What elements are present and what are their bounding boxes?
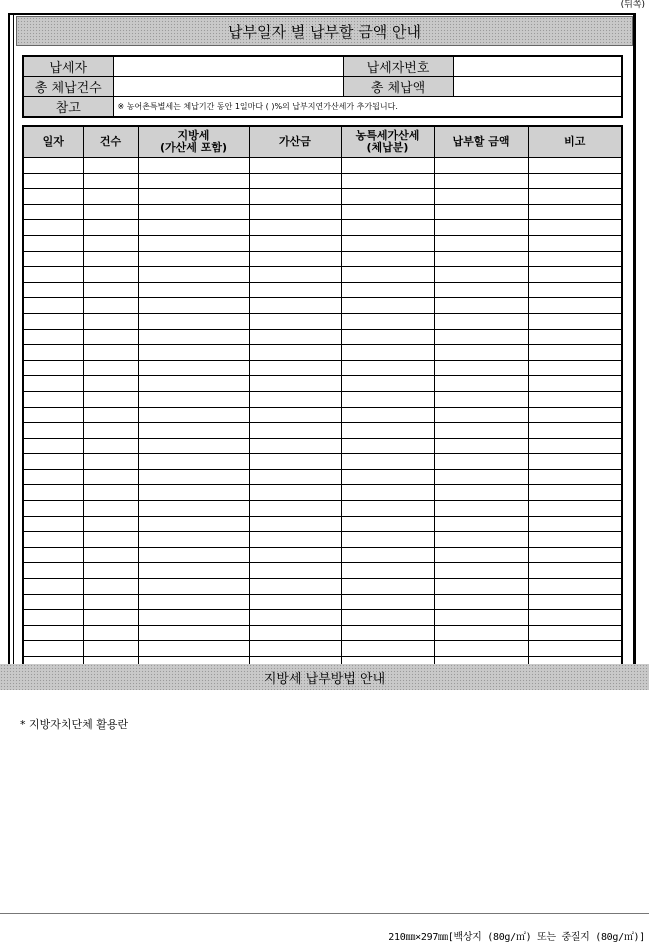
col-header-local-tax-line2: (가산세 포함) xyxy=(159,141,227,154)
cell-penalty[interactable] xyxy=(249,282,341,298)
cell-count[interactable] xyxy=(83,641,138,657)
cell-date[interactable] xyxy=(23,516,83,532)
taxpayer-number-label: 납세자번호 xyxy=(343,56,453,77)
cell-local-tax[interactable] xyxy=(138,438,249,454)
cell-local-tax[interactable] xyxy=(138,532,249,548)
cell-count[interactable] xyxy=(83,563,138,579)
cell-local-tax[interactable] xyxy=(138,204,249,220)
reference-note: ※ 농어촌특별세는 체납기간 동안 1일마다 ( )%의 납부지연가산세가 추가됩니다. xyxy=(113,97,622,118)
cell-penalty[interactable] xyxy=(249,641,341,657)
cell-penalty[interactable] xyxy=(249,501,341,517)
cell-penalty[interactable] xyxy=(249,547,341,563)
cell-count[interactable] xyxy=(83,423,138,439)
cell-rural-tax-penalty[interactable] xyxy=(341,158,434,174)
table-row xyxy=(23,485,622,501)
cell-date[interactable] xyxy=(23,204,83,220)
cell-date[interactable] xyxy=(23,267,83,283)
cell-amount-due[interactable] xyxy=(434,454,528,470)
cell-remarks[interactable] xyxy=(528,594,622,610)
cell-penalty[interactable] xyxy=(249,454,341,470)
table-row xyxy=(23,189,622,205)
col-header-rural-line1: 농특세가산세 xyxy=(355,129,420,142)
table-row xyxy=(23,501,622,517)
cell-date[interactable] xyxy=(23,251,83,267)
cell-amount-due[interactable] xyxy=(434,423,528,439)
cell-amount-due[interactable] xyxy=(434,438,528,454)
table-row xyxy=(23,220,622,236)
table-row xyxy=(23,469,622,485)
cell-date[interactable] xyxy=(23,610,83,626)
cell-date[interactable] xyxy=(23,360,83,376)
table-row xyxy=(23,625,622,641)
table-row xyxy=(23,532,622,548)
cell-local-tax[interactable] xyxy=(138,610,249,626)
cell-date[interactable] xyxy=(23,329,83,345)
cell-rural-tax-penalty[interactable] xyxy=(341,329,434,345)
cell-amount-due[interactable] xyxy=(434,485,528,501)
cell-local-tax[interactable] xyxy=(138,313,249,329)
cell-count[interactable] xyxy=(83,189,138,205)
cell-amount-due[interactable] xyxy=(434,282,528,298)
cell-amount-due[interactable] xyxy=(434,360,528,376)
cell-local-tax[interactable] xyxy=(138,345,249,361)
taxpayer-info-table xyxy=(22,55,623,118)
cell-remarks[interactable] xyxy=(528,501,622,517)
cell-penalty[interactable] xyxy=(249,563,341,579)
cell-penalty[interactable] xyxy=(249,610,341,626)
cell-penalty[interactable] xyxy=(249,173,341,189)
col-header-local-tax-line1: 지방세 xyxy=(177,129,210,142)
cell-remarks[interactable] xyxy=(528,579,622,595)
cell-amount-due[interactable] xyxy=(434,532,528,548)
cell-local-tax[interactable] xyxy=(138,298,249,314)
local-government-usage-note: * 지방자치단체 활용란 xyxy=(20,718,129,731)
cell-amount-due[interactable] xyxy=(434,407,528,423)
cell-count[interactable] xyxy=(83,579,138,595)
table-row xyxy=(23,298,622,314)
cell-date[interactable] xyxy=(23,235,83,251)
table-row xyxy=(23,204,622,220)
cell-count[interactable] xyxy=(83,345,138,361)
cell-remarks[interactable] xyxy=(528,235,622,251)
payment-method-section-title: 지방세 납부방법 안내 xyxy=(0,664,649,690)
cell-count[interactable] xyxy=(83,313,138,329)
cell-rural-tax-penalty[interactable] xyxy=(341,189,434,205)
cell-penalty[interactable] xyxy=(249,220,341,236)
cell-amount-due[interactable] xyxy=(434,220,528,236)
cell-local-tax[interactable] xyxy=(138,267,249,283)
cell-penalty[interactable] xyxy=(249,360,341,376)
cell-count[interactable] xyxy=(83,516,138,532)
total-delinquent-amount-field[interactable] xyxy=(453,77,622,97)
table-row xyxy=(23,376,622,392)
cell-remarks[interactable] xyxy=(528,204,622,220)
cell-penalty[interactable] xyxy=(249,267,341,283)
total-delinquent-amount-label: 총 체납액 xyxy=(343,77,453,97)
taxpayer-field[interactable] xyxy=(113,56,343,77)
table-row xyxy=(23,610,622,626)
cell-rural-tax-penalty[interactable] xyxy=(341,282,434,298)
cell-count[interactable] xyxy=(83,329,138,345)
cell-amount-due[interactable] xyxy=(434,579,528,595)
cell-amount-due[interactable] xyxy=(434,158,528,174)
cell-local-tax[interactable] xyxy=(138,516,249,532)
cell-date[interactable] xyxy=(23,158,83,174)
cell-date[interactable] xyxy=(23,423,83,439)
payment-schedule-table xyxy=(22,125,623,674)
taxpayer-label: 납세자 xyxy=(23,56,113,77)
cell-date[interactable] xyxy=(23,563,83,579)
cell-penalty[interactable] xyxy=(249,579,341,595)
cell-amount-due[interactable] xyxy=(434,329,528,345)
cell-date[interactable] xyxy=(23,547,83,563)
cell-penalty[interactable] xyxy=(249,251,341,267)
cell-count[interactable] xyxy=(83,220,138,236)
cell-remarks[interactable] xyxy=(528,251,622,267)
cell-remarks[interactable] xyxy=(528,391,622,407)
cell-rural-tax-penalty[interactable] xyxy=(341,173,434,189)
cell-date[interactable] xyxy=(23,407,83,423)
col-header-penalty: 가산금 xyxy=(249,126,341,158)
cell-rural-tax-penalty[interactable] xyxy=(341,298,434,314)
table-row xyxy=(23,516,622,532)
table-row xyxy=(23,563,622,579)
cell-amount-due[interactable] xyxy=(434,391,528,407)
cell-rural-tax-penalty[interactable] xyxy=(341,485,434,501)
col-header-rural-tax-penalty xyxy=(341,126,434,158)
cell-date[interactable] xyxy=(23,438,83,454)
cell-date[interactable] xyxy=(23,625,83,641)
cell-remarks[interactable] xyxy=(528,376,622,392)
cell-amount-due[interactable] xyxy=(434,298,528,314)
cell-remarks[interactable] xyxy=(528,329,622,345)
cell-amount-due[interactable] xyxy=(434,469,528,485)
cell-date[interactable] xyxy=(23,282,83,298)
reference-label: 참고 xyxy=(23,97,113,118)
cell-count[interactable] xyxy=(83,158,138,174)
cell-date[interactable] xyxy=(23,641,83,657)
cell-date[interactable] xyxy=(23,579,83,595)
cell-rural-tax-penalty[interactable] xyxy=(341,563,434,579)
cell-penalty[interactable] xyxy=(249,313,341,329)
cell-penalty[interactable] xyxy=(249,625,341,641)
cell-rural-tax-penalty[interactable] xyxy=(341,547,434,563)
taxpayer-number-field[interactable] xyxy=(453,56,622,77)
table-row xyxy=(23,267,622,283)
cell-count[interactable] xyxy=(83,532,138,548)
cell-local-tax[interactable] xyxy=(138,501,249,517)
cell-local-tax[interactable] xyxy=(138,594,249,610)
cell-remarks[interactable] xyxy=(528,469,622,485)
cell-remarks[interactable] xyxy=(528,610,622,626)
cell-remarks[interactable] xyxy=(528,158,622,174)
cell-count[interactable] xyxy=(83,485,138,501)
cell-amount-due[interactable] xyxy=(434,313,528,329)
cell-rural-tax-penalty[interactable] xyxy=(341,407,434,423)
cell-date[interactable] xyxy=(23,298,83,314)
table-row xyxy=(23,158,622,174)
table-row xyxy=(23,360,622,376)
page-side-note: (뒤쪽) xyxy=(620,0,645,10)
cell-count[interactable] xyxy=(83,204,138,220)
cell-penalty[interactable] xyxy=(249,235,341,251)
cell-amount-due[interactable] xyxy=(434,501,528,517)
cell-count[interactable] xyxy=(83,438,138,454)
cell-penalty[interactable] xyxy=(249,391,341,407)
form-title: 납부일자 별 납부할 금액 안내 xyxy=(16,16,633,46)
cell-count[interactable] xyxy=(83,298,138,314)
cell-remarks[interactable] xyxy=(528,267,622,283)
cell-amount-due[interactable] xyxy=(434,641,528,657)
cell-count[interactable] xyxy=(83,267,138,283)
cell-remarks[interactable] xyxy=(528,485,622,501)
cell-remarks[interactable] xyxy=(528,313,622,329)
cell-date[interactable] xyxy=(23,594,83,610)
cell-date[interactable] xyxy=(23,345,83,361)
total-delinquent-count-label: 총 체납건수 xyxy=(23,77,113,97)
cell-remarks[interactable] xyxy=(528,532,622,548)
cell-rural-tax-penalty[interactable] xyxy=(341,454,434,470)
cell-count[interactable] xyxy=(83,360,138,376)
cell-rural-tax-penalty[interactable] xyxy=(341,423,434,439)
cell-local-tax[interactable] xyxy=(138,282,249,298)
cell-date[interactable] xyxy=(23,501,83,517)
table-row xyxy=(23,235,622,251)
total-delinquent-count-field[interactable] xyxy=(113,77,343,97)
col-header-date: 일자 xyxy=(23,126,83,158)
paper-spec-footer: 210㎜×297㎜[백상지 (80g/㎡) 또는 중질지 (80g/㎡)] xyxy=(388,932,645,943)
cell-amount-due[interactable] xyxy=(434,204,528,220)
cell-penalty[interactable] xyxy=(249,376,341,392)
cell-date[interactable] xyxy=(23,173,83,189)
col-header-local-tax xyxy=(138,126,249,158)
cell-rural-tax-penalty[interactable] xyxy=(341,220,434,236)
cell-count[interactable] xyxy=(83,469,138,485)
cell-amount-due[interactable] xyxy=(434,516,528,532)
cell-rural-tax-penalty[interactable] xyxy=(341,594,434,610)
cell-local-tax[interactable] xyxy=(138,251,249,267)
cell-rural-tax-penalty[interactable] xyxy=(341,251,434,267)
cell-local-tax[interactable] xyxy=(138,220,249,236)
cell-local-tax[interactable] xyxy=(138,391,249,407)
cell-rural-tax-penalty[interactable] xyxy=(341,438,434,454)
table-row xyxy=(23,594,622,610)
cell-amount-due[interactable] xyxy=(434,625,528,641)
cell-penalty[interactable] xyxy=(249,423,341,439)
cell-rural-tax-penalty[interactable] xyxy=(341,501,434,517)
cell-count[interactable] xyxy=(83,282,138,298)
cell-rural-tax-penalty[interactable] xyxy=(341,641,434,657)
col-header-remarks: 비고 xyxy=(528,126,622,158)
cell-date[interactable] xyxy=(23,391,83,407)
cell-rural-tax-penalty[interactable] xyxy=(341,579,434,595)
cell-rural-tax-penalty[interactable] xyxy=(341,469,434,485)
table-row xyxy=(23,454,622,470)
cell-local-tax[interactable] xyxy=(138,454,249,470)
cell-count[interactable] xyxy=(83,173,138,189)
cell-rural-tax-penalty[interactable] xyxy=(341,204,434,220)
cell-amount-due[interactable] xyxy=(434,235,528,251)
cell-amount-due[interactable] xyxy=(434,547,528,563)
cell-remarks[interactable] xyxy=(528,220,622,236)
cell-count[interactable] xyxy=(83,501,138,517)
cell-amount-due[interactable] xyxy=(434,610,528,626)
cell-penalty[interactable] xyxy=(249,345,341,361)
cell-rural-tax-penalty[interactable] xyxy=(341,313,434,329)
cell-rural-tax-penalty[interactable] xyxy=(341,345,434,361)
cell-remarks[interactable] xyxy=(528,407,622,423)
cell-rural-tax-penalty[interactable] xyxy=(341,610,434,626)
cell-penalty[interactable] xyxy=(249,469,341,485)
cell-local-tax[interactable] xyxy=(138,579,249,595)
cell-local-tax[interactable] xyxy=(138,423,249,439)
table-row xyxy=(23,345,622,361)
cell-penalty[interactable] xyxy=(249,438,341,454)
cell-amount-due[interactable] xyxy=(434,189,528,205)
cell-amount-due[interactable] xyxy=(434,251,528,267)
cell-date[interactable] xyxy=(23,532,83,548)
cell-remarks[interactable] xyxy=(528,625,622,641)
cell-local-tax[interactable] xyxy=(138,329,249,345)
cell-date[interactable] xyxy=(23,220,83,236)
cell-penalty[interactable] xyxy=(249,516,341,532)
cell-remarks[interactable] xyxy=(528,345,622,361)
cell-local-tax[interactable] xyxy=(138,641,249,657)
col-header-amount-due: 납부할 금액 xyxy=(434,126,528,158)
cell-penalty[interactable] xyxy=(249,594,341,610)
cell-date[interactable] xyxy=(23,189,83,205)
cell-date[interactable] xyxy=(23,313,83,329)
cell-count[interactable] xyxy=(83,454,138,470)
cell-penalty[interactable] xyxy=(249,189,341,205)
cell-remarks[interactable] xyxy=(528,563,622,579)
table-row xyxy=(23,438,622,454)
cell-count[interactable] xyxy=(83,610,138,626)
cell-remarks[interactable] xyxy=(528,282,622,298)
cell-rural-tax-penalty[interactable] xyxy=(341,625,434,641)
cell-local-tax[interactable] xyxy=(138,547,249,563)
cell-amount-due[interactable] xyxy=(434,376,528,392)
cell-local-tax[interactable] xyxy=(138,563,249,579)
cell-penalty[interactable] xyxy=(249,158,341,174)
cell-amount-due[interactable] xyxy=(434,563,528,579)
table-row xyxy=(23,423,622,439)
cell-penalty[interactable] xyxy=(249,329,341,345)
cell-local-tax[interactable] xyxy=(138,625,249,641)
cell-count[interactable] xyxy=(83,625,138,641)
cell-count[interactable] xyxy=(83,407,138,423)
cell-date[interactable] xyxy=(23,454,83,470)
col-header-count: 건수 xyxy=(83,126,138,158)
cell-remarks[interactable] xyxy=(528,189,622,205)
cell-remarks[interactable] xyxy=(528,173,622,189)
cell-penalty[interactable] xyxy=(249,532,341,548)
table-row xyxy=(23,173,622,189)
cell-remarks[interactable] xyxy=(528,438,622,454)
cell-amount-due[interactable] xyxy=(434,267,528,283)
cell-amount-due[interactable] xyxy=(434,594,528,610)
cell-amount-due[interactable] xyxy=(434,345,528,361)
table-row xyxy=(23,547,622,563)
table-row xyxy=(23,251,622,267)
cell-rural-tax-penalty[interactable] xyxy=(341,360,434,376)
cell-count[interactable] xyxy=(83,547,138,563)
table-row xyxy=(23,313,622,329)
cell-count[interactable] xyxy=(83,251,138,267)
cell-date[interactable] xyxy=(23,376,83,392)
cell-date[interactable] xyxy=(23,469,83,485)
cell-remarks[interactable] xyxy=(528,516,622,532)
cell-penalty[interactable] xyxy=(249,407,341,423)
cell-remarks[interactable] xyxy=(528,547,622,563)
cell-local-tax[interactable] xyxy=(138,173,249,189)
col-header-rural-line2: (체납분) xyxy=(366,141,409,154)
cell-penalty[interactable] xyxy=(249,485,341,501)
cell-rural-tax-penalty[interactable] xyxy=(341,267,434,283)
cell-penalty[interactable] xyxy=(249,204,341,220)
cell-local-tax[interactable] xyxy=(138,469,249,485)
cell-rural-tax-penalty[interactable] xyxy=(341,376,434,392)
cell-rural-tax-penalty[interactable] xyxy=(341,235,434,251)
cell-local-tax[interactable] xyxy=(138,158,249,174)
table-row xyxy=(23,641,622,657)
cell-rural-tax-penalty[interactable] xyxy=(341,532,434,548)
cell-remarks[interactable] xyxy=(528,298,622,314)
cell-amount-due[interactable] xyxy=(434,173,528,189)
cell-rural-tax-penalty[interactable] xyxy=(341,516,434,532)
cell-count[interactable] xyxy=(83,376,138,392)
cell-local-tax[interactable] xyxy=(138,485,249,501)
table-row xyxy=(23,329,622,345)
cell-remarks[interactable] xyxy=(528,454,622,470)
table-row xyxy=(23,391,622,407)
cell-count[interactable] xyxy=(83,594,138,610)
cell-local-tax[interactable] xyxy=(138,235,249,251)
table-row xyxy=(23,407,622,423)
cell-remarks[interactable] xyxy=(528,360,622,376)
cell-remarks[interactable] xyxy=(528,423,622,439)
cell-remarks[interactable] xyxy=(528,641,622,657)
table-row xyxy=(23,579,622,595)
footer-divider xyxy=(0,913,649,914)
cell-local-tax[interactable] xyxy=(138,407,249,423)
cell-rural-tax-penalty[interactable] xyxy=(341,391,434,407)
cell-date[interactable] xyxy=(23,485,83,501)
cell-count[interactable] xyxy=(83,391,138,407)
cell-local-tax[interactable] xyxy=(138,189,249,205)
cell-count[interactable] xyxy=(83,235,138,251)
cell-penalty[interactable] xyxy=(249,298,341,314)
table-row xyxy=(23,282,622,298)
cell-local-tax[interactable] xyxy=(138,376,249,392)
cell-local-tax[interactable] xyxy=(138,360,249,376)
